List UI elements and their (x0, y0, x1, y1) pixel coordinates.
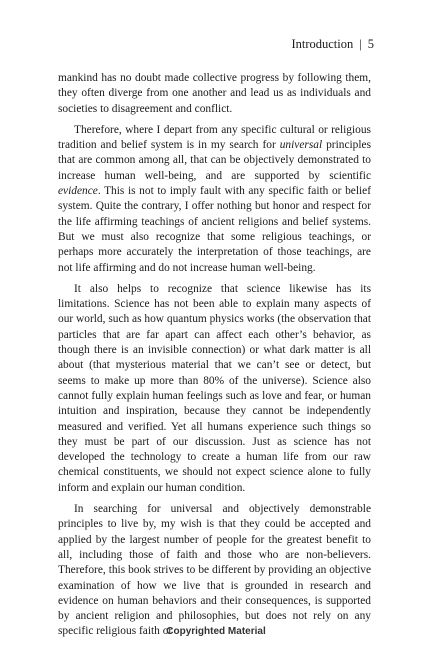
header-separator: | (359, 37, 362, 51)
paragraph (58, 282, 371, 496)
paragraph-text: . This is not to imply fault with any specific faith or belief system. Quite the contrary, I offer nothing but honor and respect for the life affirming teachings of ancient religions and belief systems. But we must also recognize that some religious teachings, or perhaps more accurately the interpretation of those teachings, are not life affirming and do not increase human well-being. (58, 185, 371, 274)
paragraph-text: In searching for universal and objectively demonstrable principles to live by, my wish is that they could be accepted and applied by the largest number of people for the greatest benefit to all, including those of faith and those who are non-believers. Therefore, this book strives to be different by providing an objective examination of how we live that is grounded in research and evidence on human behaviors and their consequences, is supported by ancient religion and philosophies, but does not rely on any specific religious faith or (58, 503, 371, 638)
paragraph-text: principles that are common among all, that can be objectively demonstrated to increase human well-being, and are supported by scientific (58, 139, 372, 182)
paragraph-text: mankind has no doubt made collective progress by following them, they often diverge from one another and lead us as individuals and societies to disagreement and conflict. (58, 72, 371, 115)
paragraph-text: It also helps to recognize that science likewise has its limitations. Science has not been able to explain many aspects of our world, such as how quantum physics works (the observation that particles that are far apart can affect each other’s behavior, as though there is an invisible connection) or what dark matter is all about (that mysterious material that we can’t see or detect, but seems to make up more than 80% of the universe). Science also cannot fully explain human feelings such as love and fear, or human intuition and inspiration, because they cannot be independently measured and verified. Yet all humans experience such things so they must be part of our discussion. Just as science has not developed the technology to create a human life from our raw chemical constituents, we should not expect science alone to fully inform and explain our human condition. (58, 282, 371, 494)
paragraph (58, 502, 371, 640)
body-text (58, 71, 371, 646)
paragraph (58, 123, 371, 276)
page-number: 5 (367, 37, 374, 51)
italic-text: evidence (58, 185, 98, 198)
paragraph-text: Therefore, where I depart from any specific cultural or religious tradition and belief system is in my search for (58, 123, 371, 152)
italic-text: universal (279, 139, 323, 152)
chapter-title: Introduction (291, 37, 354, 51)
copyright-footer: Copyrighted Material (166, 626, 266, 637)
running-head (291, 36, 374, 52)
paragraph (58, 71, 371, 117)
